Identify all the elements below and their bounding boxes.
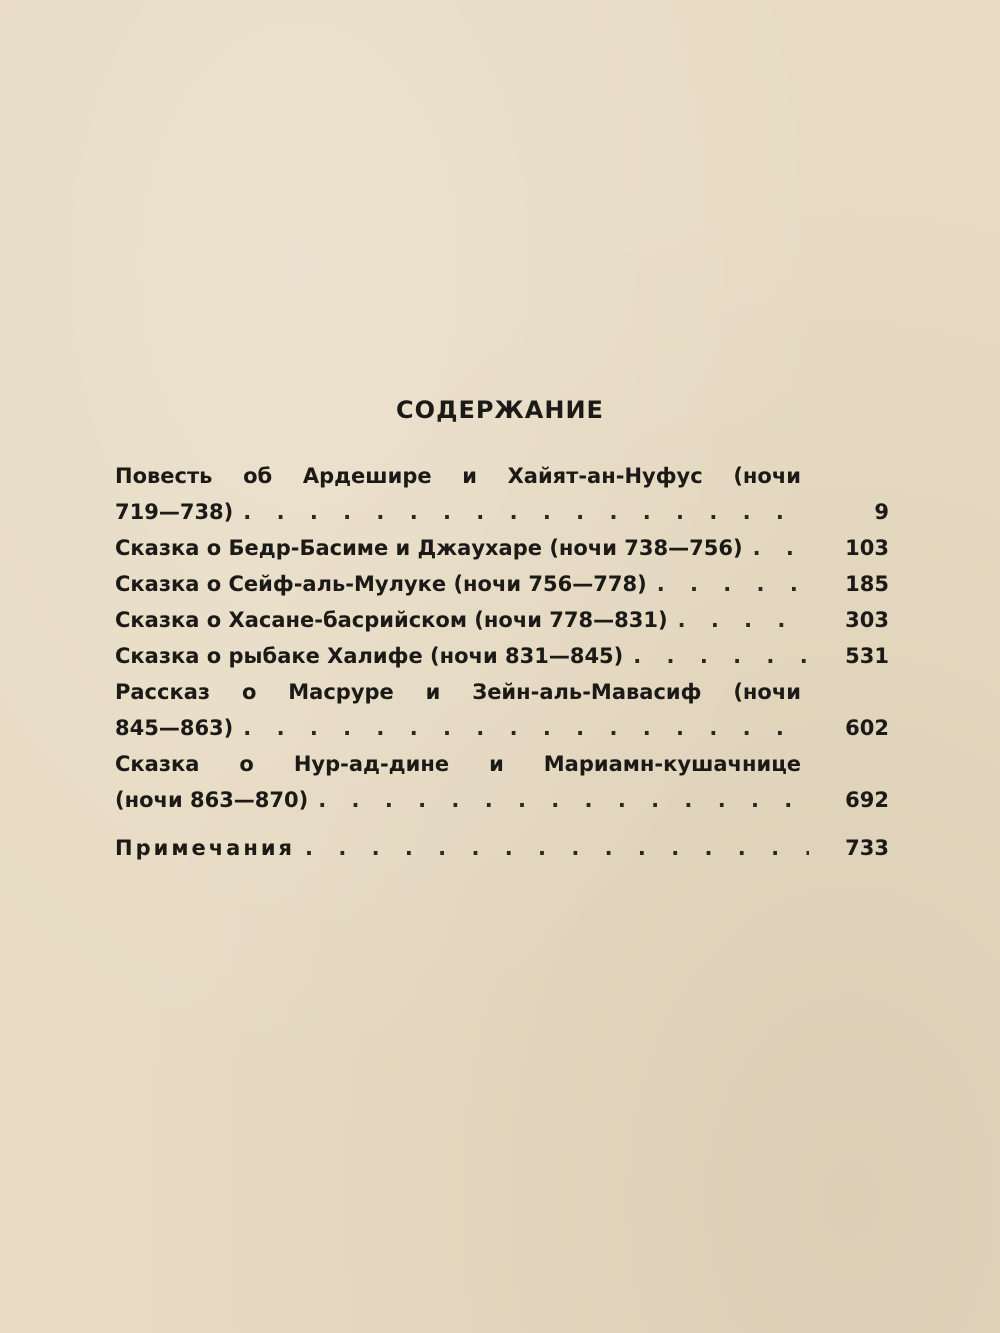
table-of-contents: [115, 458, 889, 866]
toc-page-number: 733: [845, 836, 889, 860]
dot-leader: [633, 638, 809, 674]
toc-entry-title: Сказка о Хасане-басрийском (ночи 778—831): [115, 608, 668, 632]
toc-page-number: 185: [845, 572, 889, 596]
dot-leader: [243, 494, 809, 530]
toc-entry: [115, 566, 889, 602]
toc-entry-title: Сказка о Бедр-Басиме и Джаухаре (ночи 738—756): [115, 536, 743, 560]
toc-entry-title: Примечания: [115, 836, 296, 860]
toc-entry-title-line2: 719—738): [115, 500, 234, 524]
toc-entry-title-line1: Рассказ о Масруре и Зейн-аль-Мавасиф (ночи: [115, 680, 801, 704]
dot-leader: [657, 566, 809, 602]
toc-entry-title-line2: (ночи 863—870): [115, 788, 309, 812]
toc-entry-row: [115, 710, 889, 746]
toc-entry-title: Сказка о Сейф-аль-Мулуке (ночи 756—778): [115, 572, 647, 596]
toc-entry-notes: [115, 830, 889, 866]
contents-heading: СОДЕРЖАНИЕ: [396, 396, 604, 424]
toc-entry-title-line2: 845—863): [115, 716, 234, 740]
toc-entry-row: [115, 782, 889, 818]
dot-leader: [243, 710, 809, 746]
toc-entry: [115, 746, 889, 818]
dot-leader: [753, 530, 809, 566]
toc-entry-title-line1: Сказка о Нур-ад-дине и Мариамн-кушачнице: [115, 752, 801, 776]
toc-entry-title: Сказка о рыбаке Халифе (ночи 831—845): [115, 644, 624, 668]
toc-page-number: 103: [845, 536, 889, 560]
toc-page-number: 692: [845, 788, 889, 812]
toc-entry-row: [115, 566, 889, 602]
toc-page-number: 303: [845, 608, 889, 632]
toc-entry: [115, 638, 889, 674]
dot-leader: [678, 602, 809, 638]
toc-entry: [115, 674, 889, 746]
toc-entry-row: [115, 638, 889, 674]
toc-page-number: 602: [845, 716, 889, 740]
toc-entry-row: [115, 530, 889, 566]
toc-entry-row: [115, 830, 889, 866]
toc-entry-title-line1: Повесть об Ардешире и Хайят-ан-Нуфус (ночи: [115, 464, 801, 488]
toc-entry: [115, 458, 889, 530]
toc-entry: [115, 530, 889, 566]
dot-leader: [305, 830, 809, 866]
toc-page-number: 9: [874, 500, 889, 524]
toc-entry-row: [115, 602, 889, 638]
dot-leader: [318, 782, 809, 818]
toc-entry-row: [115, 494, 889, 530]
toc-page-number: 531: [845, 644, 889, 668]
toc-entry: [115, 602, 889, 638]
